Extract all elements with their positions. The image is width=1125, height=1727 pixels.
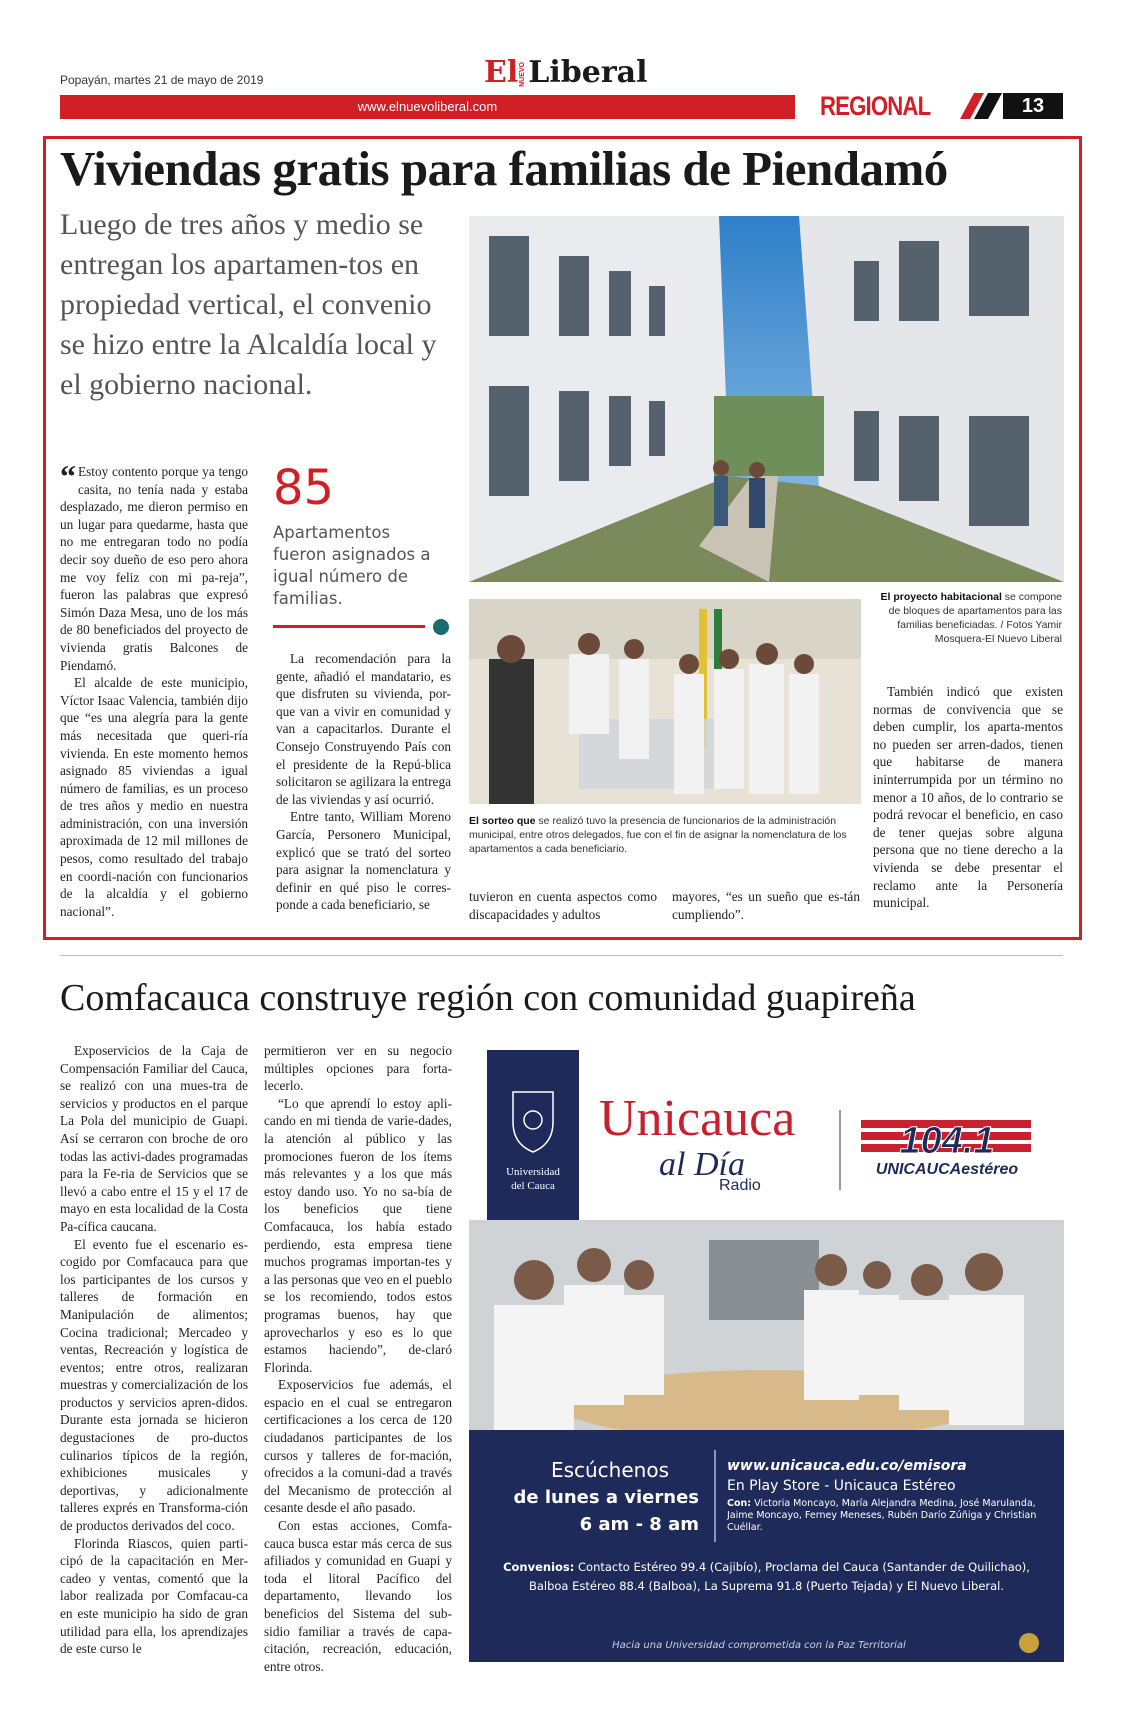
logo-liberal: Liberal [528, 55, 648, 90]
article2-title: Comfacauca construye región con comunidad guapireña [60, 977, 916, 1019]
lottery-photo [469, 599, 861, 804]
ad-con-names: Victoria Moncayo, María Alejandra Medina, José Marulanda, Jaime Moncayo, Ferney Meneses, Rubén Darío Zúñiga y Christian Cuéllar. [727, 1498, 1037, 1533]
newspaper-logo [484, 55, 648, 90]
section-label: REGIONAL [820, 91, 931, 121]
housing-photo [469, 216, 1064, 582]
ad-brand: Unicauca [599, 1090, 796, 1147]
article2-column-1: Exposervicios de la Caja de Compensación Familiar del Cauca, se realizó con una mues-tra de servicios y productos en el parque La Pola del municipio de Guapi. Así se cerraron con broche de oro todas las activi-dades programadas para la Fe-ria de Servicios que se llevó a cabo entre el 15 y el 17 de mayo en esta localidad de la Costa Pa-cífica caucana. El evento fue el escenario es-cogido por Comfacauca para que los participantes de los cursos y talleres de formación en Manipulación de alimentos; Cocina tradicional; Mercadeo y ventas, Recreación y logística de eventos; entre otros, realizaran muestras y comercialización de los productos y servicios apren-didos. Durante esta jornada se hicieron degustaciones de pro-ductos culinarios típicos de la región, exhibiciones musicales y deportivas, y adicionalmente talleres exprés en Transforma-ción de productos derivados del coco. Florinda Riascos, quien parti-cipó de la capacitación en Mer-cadeo y ventas, comentó que la labor realizada por Comfacau-ca en este municipio ha sido de gran utilidad para ella, los aprendizajes de este curso le [60, 1043, 248, 1657]
ad-slogan: Hacia una Universidad comprometida con la Paz Territorial [612, 1640, 906, 1651]
ad-brand-sub: al Día [659, 1146, 745, 1183]
university-name-2: del Cauca [511, 1180, 555, 1192]
article-subtitle: Luego de tres años y medio se entregan los apartamen-tos en propiedad vertical, el convenio se hizo entre la Alcaldía local y el gobierno nacional. [60, 208, 437, 401]
ad-hours: 6 am - 8 am [579, 1514, 699, 1535]
article-column-1: “ Estoy contento porque ya tengo casita, no tenía nada y estaba desplazado, me dieron permiso en un lugar para quedarme, hasta que no me entregaran todo no podía decir soy dueño de eso pero ahora me voy feliz con mi pa-reja”, fueron las palabras que expresó Simón Daza Mesa, uno de los más de 80 beneficiados del proyecto de vivienda gratis Balcones de Piendamó. El alcalde de este municipio, Víctor Isaac Valencia, también dijo que “es una alegría para la gente más necesitada que queri-ría vivienda. En este momento hemos asignado 85 viviendas a igual número de familias, es un proceso de tres años y medio en nuestra administración, con una inversión aproximada de 12 mil millones de pesos, como resultado del trabajo en coordi-nación con funcionarios de la alcaldía y el gobierno nacional”. [60, 458, 248, 919]
article-title: Viviendas gratis para familias de Piendamó [60, 141, 948, 196]
station-name: UNICAUCAestéreo [875, 1161, 1019, 1178]
ad-store: En Play Store - Unicauca Estéreo [727, 1478, 956, 1494]
photo-caption-main: El proyecto habitacional se compone de bloques de apartamentos para las familias beneficiadas. / Fotos Yamir Mosquera-El Nuevo Liberal [880, 591, 1062, 645]
medal-icon [1019, 1633, 1039, 1653]
stat-number: 85 [273, 460, 335, 516]
ad-brand-radio: Radio [719, 1177, 761, 1194]
university-name-1: Universidad [506, 1166, 560, 1178]
ad-days: de lunes a viernes [513, 1487, 699, 1508]
ad-convenios-text: Contacto Estéreo 99.4 (Cajibío), Proclama del Cauca (Santander de Quilichao), Balboa Estéreo 88.4 (Balboa), La Suprema 91.8 (Puerto Tejada) y El Nuevo Liberal. [528, 1560, 1030, 1593]
article-column-4: mayores, “es un sueño que es-tán cumpliendo”. [672, 889, 860, 922]
article-column-5: También indicó que existen normas de convivencia que se deben cumplir, los aparta-mentos no pueden ser arren-dados, tienen que habitarse de manera ininterrumpida por un término no menor a 10 años, de lo contrario se podrá revocar el beneficio, en caso de tener quejas sobre alguna persona que no tiene derecho a la vivienda se debe presentar el reclamo ante la Personería municipal. [873, 684, 1063, 911]
section-divider [60, 955, 1063, 956]
logo-el: El [484, 55, 519, 90]
article-column-3: tuvieron en cuenta aspectos como discapacidades y adultos [469, 889, 657, 922]
ad-website: www.unicauca.edu.co/emisora [727, 1458, 967, 1474]
stat-rule [273, 625, 425, 628]
quote-mark-icon: “ [60, 458, 76, 494]
university-logo-block [487, 1050, 579, 1228]
photo-caption-lottery: El sorteo que se realizó tuvo la presencia de funcionarios de la administración municipal, entre otros delegados, fue con el fin de asignar la nomenclatura de los apartamentos a cada beneficiario. [469, 815, 847, 855]
station-frequency: 104.1 [899, 1120, 995, 1162]
section-slash-icon [960, 93, 1002, 119]
page-number: 13 [1003, 93, 1063, 119]
ad-listen: Escúchenos [550, 1458, 669, 1482]
header-url[interactable]: www.elnuevoliberal.com [357, 99, 498, 114]
article2-column-2: permitieron ver en su negocio múltiples opciones para forta-lecerlo. “Lo que aprendí lo estoy apli-cando en mi tienda de varie-dades, la atención al público y las promociones fueron de los ítems más relevantes y a los que más estoy dando uso. Yo no sa-bía de los beneficios que tiene Comfacauca, los había estado perdiendo, esta empresa tiene muchos programas importan-tes y a las personas que veo en el pueblo se los recomiendo, todos estos programas buenos, hay que aprovecharlos y eso es lo que estamos haciendo”, de-claró Florinda. Exposervicios fue además, el espacio en el cual se entregaron certificaciones a los cerca de 120 ciudadanos participantes de los cursos y talleres de for-mación, ofrecidos a la comuni-dad a través del Mecanismo de protección al cesante desde el año pasado. Con estas acciones, Comfa-cauca busca estar más cerca de sus afiliados y comunidad en Guapi y toda el litoral Pacífico del departamento, llevando los beneficios del Sistema del sub-sidio familiar a través de capa-citación, recreación, educación, entre otros. [264, 1043, 452, 1674]
unicauca-radio-ad [469, 1050, 1064, 1662]
article-column-2: La recomendación para la gente, añadió el mandatario, es que disfruten su vivienda, por-que van a vivir en comunidad y van a capacitarlos. Durante el Consejo Construyendo País con el presidente de la Repú-blica solicitaron se agilizara la entrega de las viviendas y así ocurrió. Entre tanto, William Moreno García, Personero Municipal, explicó que se trató del sorteo para asignar la nomenclatura y definir en qué piso le corres-ponde a cada beneficiario, se [276, 651, 451, 913]
ad-convenios-label: Convenios: [503, 1560, 575, 1574]
stat-text: Apartamentos fueron asignados a igual número de familias. [273, 523, 431, 608]
stat-dot-icon [433, 619, 449, 635]
ad-con-label: Con: [727, 1498, 752, 1509]
logo-nuevo: NUEVO [519, 61, 527, 87]
header-date: Popayán, martes 21 de mayo de 2019 [60, 73, 264, 87]
